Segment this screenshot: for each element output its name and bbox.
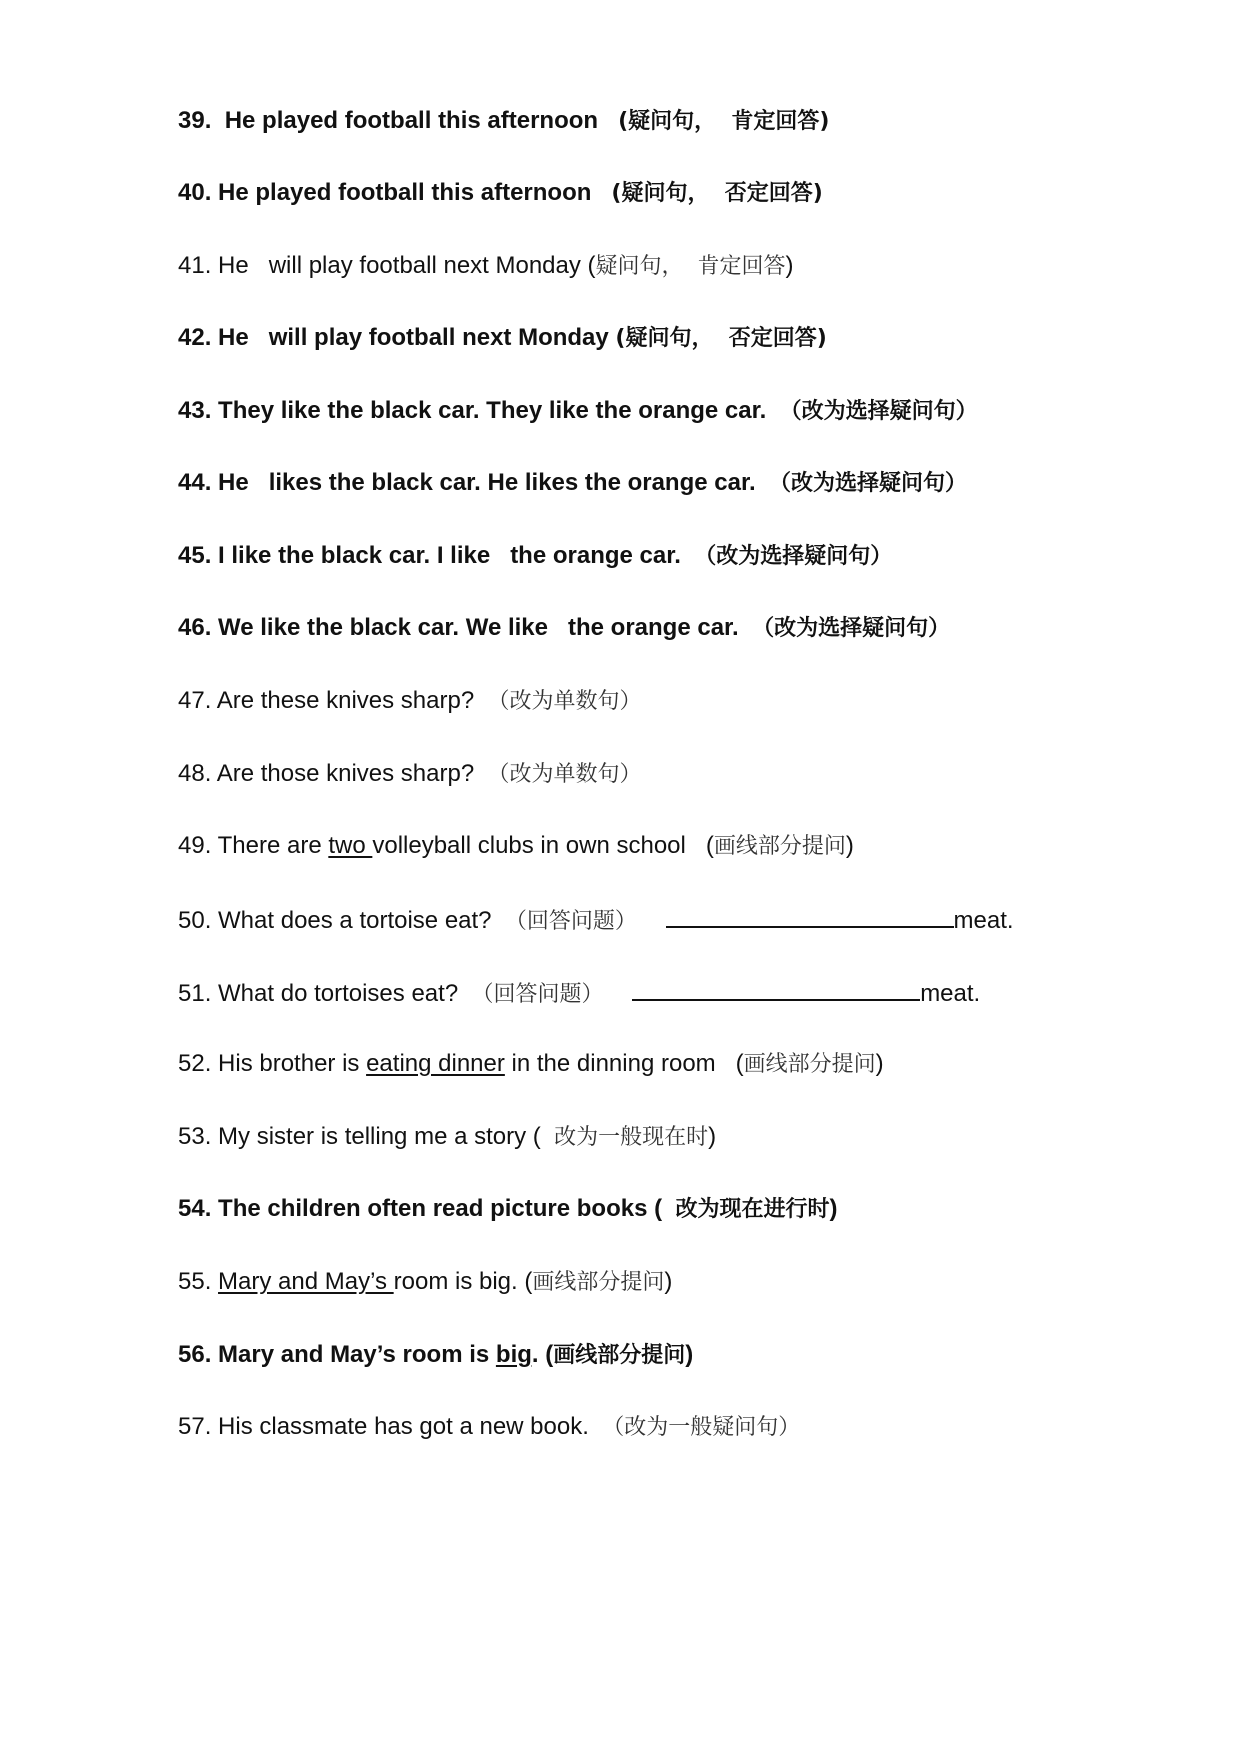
question-56 xyxy=(178,1340,693,1371)
question-number: 39. xyxy=(178,107,219,134)
underlined-phrase: two xyxy=(328,832,373,859)
question-number: 46. xyxy=(178,614,219,641)
question-number: 55. xyxy=(178,1268,219,1295)
question-48 xyxy=(178,759,642,790)
question-43 xyxy=(178,396,978,427)
question-40 xyxy=(178,178,823,209)
question-text: Are these knives sharp? xyxy=(216,687,488,714)
question-number: 48. xyxy=(178,760,217,787)
closing-paren: ) xyxy=(708,1123,717,1150)
question-number: 51. xyxy=(178,980,219,1007)
instruction: 画线部分提问 xyxy=(532,1270,665,1295)
question-number: 40. xyxy=(178,179,219,206)
question-text: Are those knives sharp? xyxy=(216,760,488,787)
question-text: Mary and May’s room is xyxy=(218,1341,496,1368)
question-57 xyxy=(178,1412,800,1443)
question-text-continued: in the dinning room ( xyxy=(504,1050,744,1077)
instruction: （改为选择疑问句） xyxy=(752,616,951,641)
instruction: （回答问题） xyxy=(504,909,637,934)
closing-paren: ) xyxy=(785,252,794,279)
question-number: 54. xyxy=(178,1195,219,1222)
question-text-continued: . ( xyxy=(531,1341,554,1368)
instruction: （改为选择疑问句） xyxy=(694,544,893,569)
instruction: 画线部分提问 xyxy=(553,1343,686,1368)
instruction: (疑问句， 肯定回答) xyxy=(618,109,830,134)
question-number: 50. xyxy=(178,907,219,934)
question-44 xyxy=(178,468,967,499)
question-number: 53. xyxy=(178,1123,219,1150)
question-number: 47. xyxy=(178,687,217,714)
answer-blank[interactable] xyxy=(632,977,920,1001)
question-42 xyxy=(178,323,827,354)
question-49 xyxy=(178,831,854,862)
question-text: He will play football next Monday ( xyxy=(218,252,596,279)
instruction: 疑问句， 肯定回答 xyxy=(595,254,786,279)
question-number: 57. xyxy=(178,1413,219,1440)
question-text: He played football this afternoon xyxy=(218,107,619,134)
question-text: He will play football next Monday xyxy=(218,324,616,351)
question-text: His classmate has got a new book. xyxy=(218,1413,603,1440)
question-55 xyxy=(178,1267,672,1298)
question-text: We like the black car. We like the orange car. xyxy=(218,614,753,641)
answer-blank[interactable] xyxy=(666,904,954,928)
spacer xyxy=(637,907,664,934)
instruction: （改为选择疑问句） xyxy=(768,471,967,496)
question-50 xyxy=(178,904,1014,937)
question-45 xyxy=(178,541,892,572)
question-text: His brother is xyxy=(218,1050,367,1077)
instruction: 画线部分提问 xyxy=(743,1052,876,1077)
closing-paren: ) xyxy=(685,1341,694,1368)
question-text: I like the black car. I like the orange car. xyxy=(218,542,695,569)
question-text: What does a tortoise eat? xyxy=(218,907,505,934)
question-text: There are xyxy=(217,832,329,859)
question-text-continued: room is big. ( xyxy=(393,1268,533,1295)
question-52 xyxy=(178,1049,884,1080)
instruction: （改为选择疑问句） xyxy=(779,399,978,424)
question-number: 41. xyxy=(178,252,219,279)
question-number: 52. xyxy=(178,1050,219,1077)
answer-suffix: meat. xyxy=(920,980,981,1007)
question-53 xyxy=(178,1122,716,1153)
question-47 xyxy=(178,686,642,717)
closing-paren: ) xyxy=(875,1050,884,1077)
instruction: 改为现在进行时 xyxy=(675,1197,830,1222)
underlined-phrase: big xyxy=(495,1341,532,1368)
question-number: 56. xyxy=(178,1341,219,1368)
instruction: （改为单数句） xyxy=(487,762,642,787)
question-number: 45. xyxy=(178,542,219,569)
question-text: He played football this afternoon xyxy=(218,179,612,206)
question-51 xyxy=(178,977,980,1010)
question-54 xyxy=(178,1194,837,1225)
question-39 xyxy=(178,106,830,137)
question-number: 43. xyxy=(178,397,219,424)
spacer xyxy=(604,980,631,1007)
instruction: (疑问句， 否定回答) xyxy=(611,181,823,206)
question-46 xyxy=(178,613,950,644)
instruction: 改为一般现在时 xyxy=(554,1125,709,1150)
question-number: 42. xyxy=(178,324,219,351)
instruction: (疑问句， 否定回答) xyxy=(615,326,827,351)
closing-paren: ) xyxy=(829,1195,838,1222)
instruction: （改为一般疑问句） xyxy=(602,1415,801,1440)
question-text: They like the black car. They like the orange car. xyxy=(218,397,780,424)
underlined-phrase: eating dinner xyxy=(366,1050,505,1077)
question-number: 49. xyxy=(178,832,218,859)
question-text: The children often read picture books ( xyxy=(218,1195,676,1222)
question-text: My sister is telling me a story ( xyxy=(218,1123,555,1150)
instruction: （回答问题） xyxy=(471,982,604,1007)
closing-paren: ) xyxy=(845,832,854,859)
question-text-continued: volleyball clubs in own school ( xyxy=(372,832,714,859)
underlined-phrase: Mary and May’s xyxy=(218,1268,394,1295)
question-41 xyxy=(178,251,794,282)
closing-paren: ) xyxy=(664,1268,673,1295)
instruction: （改为单数句） xyxy=(487,689,642,714)
question-text: He likes the black car. He likes the orange car. xyxy=(218,469,769,496)
instruction: 画线部分提问 xyxy=(713,834,846,859)
question-number: 44. xyxy=(178,469,219,496)
answer-suffix: meat. xyxy=(953,907,1014,934)
question-text: What do tortoises eat? xyxy=(218,980,472,1007)
